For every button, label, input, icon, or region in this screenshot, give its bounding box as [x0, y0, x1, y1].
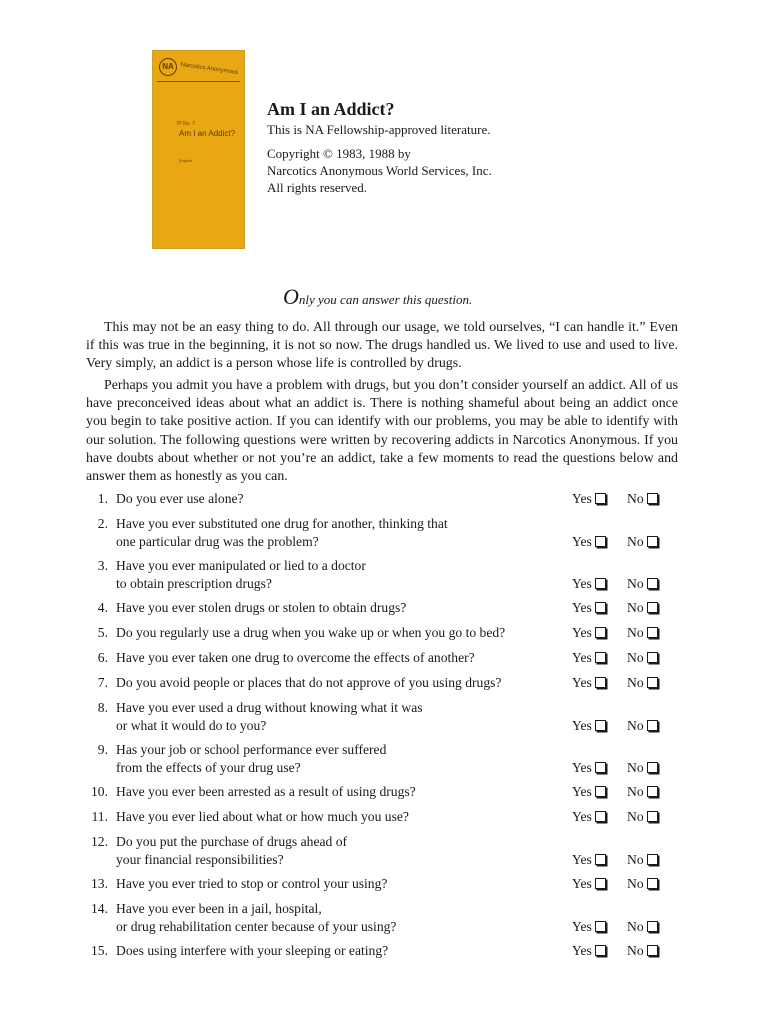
- question-line: Have you ever been in a jail, hospital,: [116, 901, 322, 916]
- question-number: 11.: [91, 809, 108, 824]
- approval-note: This is NA Fellowship-approved literature.: [267, 122, 491, 137]
- question-number: 15.: [91, 943, 108, 958]
- tagline-text: nly you can answer this question.: [298, 292, 473, 307]
- answer-yes-label: Yes: [572, 943, 592, 958]
- answer-no: [627, 533, 658, 551]
- answer-no: [627, 918, 658, 936]
- answer-yes: [572, 599, 606, 617]
- answer-no-label: No: [627, 650, 644, 665]
- answer-yes: [572, 674, 606, 692]
- question-number: 8.: [97, 700, 108, 715]
- no-checkbox[interactable]: [647, 854, 658, 865]
- cover-ip-number: IP No. 7: [177, 121, 195, 127]
- question-line: Have you ever tried to stop or control your using?: [116, 876, 388, 891]
- answer-yes: [572, 490, 606, 508]
- answer-no-label: No: [627, 943, 644, 958]
- question-line: Have you ever manipulated or lied to a doctor: [116, 558, 366, 573]
- cover-language: English: [179, 158, 193, 163]
- answer-no: [627, 875, 658, 893]
- answer-no-label: No: [627, 852, 644, 867]
- answer-no-label: No: [627, 784, 644, 799]
- answer-yes: [572, 918, 606, 936]
- yes-checkbox[interactable]: [595, 921, 606, 932]
- question-line: from the effects of your drug use?: [116, 760, 301, 775]
- question-line: Have you ever used a drug without knowing what it was: [116, 700, 423, 715]
- answer-yes: [572, 575, 606, 593]
- answer-no: [627, 851, 658, 869]
- question-text: [116, 808, 566, 826]
- no-checkbox[interactable]: [647, 627, 658, 638]
- no-checkbox[interactable]: [647, 786, 658, 797]
- answer-yes: [572, 875, 606, 893]
- question-text: [116, 900, 566, 936]
- question-line: one particular drug was the problem?: [116, 534, 319, 549]
- answer-no-label: No: [627, 919, 644, 934]
- answer-yes-label: Yes: [572, 919, 592, 934]
- question-line: Have you ever substituted one drug for another, thinking that: [116, 516, 448, 531]
- no-checkbox[interactable]: [647, 945, 658, 956]
- answer-yes: [572, 759, 606, 777]
- answer-no-label: No: [627, 876, 644, 891]
- cover-header: [157, 55, 240, 82]
- answer-no: [627, 808, 658, 826]
- booklet-cover-image: [152, 50, 245, 249]
- question-text: [116, 649, 566, 667]
- question-number: 12.: [91, 834, 108, 849]
- answer-no: [627, 490, 658, 508]
- answer-yes-label: Yes: [572, 625, 592, 640]
- question-line: to obtain prescription drugs?: [116, 576, 272, 591]
- yes-checkbox[interactable]: [595, 677, 606, 688]
- answer-no-label: No: [627, 491, 644, 506]
- answer-no: [627, 783, 658, 801]
- no-checkbox[interactable]: [647, 602, 658, 613]
- tagline: [283, 284, 472, 310]
- answer-yes-label: Yes: [572, 650, 592, 665]
- rights-reserved: All rights reserved.: [267, 180, 368, 195]
- no-checkbox[interactable]: [647, 762, 658, 773]
- question-number: 9.: [97, 742, 108, 757]
- yes-checkbox[interactable]: [595, 652, 606, 663]
- question-line: Do you ever use alone?: [116, 491, 244, 506]
- question-line: Have you ever stolen drugs or stolen to obtain drugs?: [116, 600, 407, 615]
- answer-yes-label: Yes: [572, 876, 592, 891]
- yes-checkbox[interactable]: [595, 720, 606, 731]
- cover-title: Am I an Addict?: [179, 129, 236, 138]
- question-text: [116, 875, 566, 893]
- answer-yes: [572, 808, 606, 826]
- answer-no-label: No: [627, 760, 644, 775]
- page-title: Am I an Addict?: [267, 99, 395, 119]
- answer-no: [627, 575, 658, 593]
- no-checkbox[interactable]: [647, 878, 658, 889]
- intro-paragraph-2: Perhaps you admit you have a problem with drugs, but you don’t consider yourself an addict. All of us have preconceived ideas about what an addict is. There is nothing shameful about being an addict once you begin to take positive action. If you can identify with our problems, you may be able to identify with our solution. The following questions were written by recovering addicts in Narcotics Anonymous. If you have doubts about whether or not you’re an addict, take a few moments to read the questions below and answer them as honestly as you can.: [86, 378, 678, 485]
- answer-yes: [572, 851, 606, 869]
- copyright-line: Copyright © 1983, 1988 by: [267, 146, 411, 161]
- yes-checkbox[interactable]: [595, 811, 606, 822]
- no-checkbox[interactable]: [647, 811, 658, 822]
- answer-yes: [572, 624, 606, 642]
- answer-no: [627, 649, 658, 667]
- na-logo-icon: NA: [159, 58, 177, 76]
- yes-checkbox[interactable]: [595, 493, 606, 504]
- no-checkbox[interactable]: [647, 921, 658, 932]
- answer-no-label: No: [627, 625, 644, 640]
- question-number: 7.: [97, 675, 108, 690]
- question-text: [116, 490, 566, 508]
- answer-yes-label: Yes: [572, 718, 592, 733]
- yes-checkbox[interactable]: [595, 878, 606, 889]
- answer-yes-label: Yes: [572, 760, 592, 775]
- yes-checkbox[interactable]: [595, 602, 606, 613]
- no-checkbox[interactable]: [647, 677, 658, 688]
- answer-no-label: No: [627, 718, 644, 733]
- yes-checkbox[interactable]: [595, 945, 606, 956]
- answer-no-label: No: [627, 576, 644, 591]
- question-number: 5.: [97, 625, 108, 640]
- yes-checkbox[interactable]: [595, 854, 606, 865]
- question-line: Have you ever been arrested as a result of using drugs?: [116, 784, 416, 799]
- question-number: 1.: [97, 491, 108, 506]
- question-text: [116, 942, 566, 960]
- answer-yes-label: Yes: [572, 534, 592, 549]
- question-number: 13.: [91, 876, 108, 891]
- question-text: [116, 783, 566, 801]
- yes-checkbox[interactable]: [595, 786, 606, 797]
- question-line: Do you avoid people or places that do not approve of you using drugs?: [116, 675, 502, 690]
- answer-no: [627, 759, 658, 777]
- yes-checkbox[interactable]: [595, 762, 606, 773]
- answer-yes: [572, 942, 606, 960]
- question-number: 3.: [97, 558, 108, 573]
- answer-no-label: No: [627, 600, 644, 615]
- no-checkbox[interactable]: [647, 652, 658, 663]
- question-line: Does using interfere with your sleeping or eating?: [116, 943, 389, 958]
- question-line: Has your job or school performance ever suffered: [116, 742, 387, 757]
- question-number: 4.: [97, 600, 108, 615]
- question-text: [116, 674, 566, 692]
- answer-yes: [572, 783, 606, 801]
- question-text: [116, 741, 566, 777]
- answer-no-label: No: [627, 534, 644, 549]
- question-line: or what it would do to you?: [116, 718, 267, 733]
- no-checkbox[interactable]: [647, 578, 658, 589]
- answer-no-label: No: [627, 675, 644, 690]
- answer-yes-label: Yes: [572, 852, 592, 867]
- answer-yes-label: Yes: [572, 491, 592, 506]
- answer-no: [627, 717, 658, 735]
- question-line: Have you ever taken one drug to overcome the effects of another?: [116, 650, 475, 665]
- answer-yes-label: Yes: [572, 576, 592, 591]
- question-number: 14.: [91, 901, 108, 916]
- yes-checkbox[interactable]: [595, 627, 606, 638]
- question-text: [116, 599, 566, 617]
- answer-yes: [572, 533, 606, 551]
- question-text: [116, 624, 566, 642]
- question-text: [116, 833, 566, 869]
- yes-checkbox[interactable]: [595, 536, 606, 547]
- cover-org-name: Narcotics Anonymous: [180, 62, 239, 77]
- answer-no: [627, 674, 658, 692]
- question-text: [116, 515, 566, 551]
- tagline-initial: O: [283, 284, 299, 309]
- answer-yes-label: Yes: [572, 600, 592, 615]
- answer-no: [627, 942, 658, 960]
- copyright-holder: Narcotics Anonymous World Services, Inc.: [267, 163, 492, 178]
- no-checkbox[interactable]: [647, 720, 658, 731]
- question-line: Have you ever lied about what or how much you use?: [116, 809, 409, 824]
- answer-no: [627, 624, 658, 642]
- question-line: Do you regularly use a drug when you wake up or when you go to bed?: [116, 625, 506, 640]
- question-line: your financial responsibilities?: [116, 852, 284, 867]
- answer-no: [627, 599, 658, 617]
- question-text: [116, 557, 566, 593]
- no-checkbox[interactable]: [647, 536, 658, 547]
- answer-yes-label: Yes: [572, 784, 592, 799]
- no-checkbox[interactable]: [647, 493, 658, 504]
- intro-paragraph-1: This may not be an easy thing to do. All through our usage, we told ourselves, “I can handle it.” Even if this was true in the beginning, it is not so now. The drugs handled us. We lived to use and used to live. Very simply, an addict is a person whose life is controlled by drugs.: [86, 320, 678, 372]
- question-number: 10.: [91, 784, 108, 799]
- question-line: or drug rehabilitation center because of your using?: [116, 919, 397, 934]
- question-line: Do you put the purchase of drugs ahead of: [116, 834, 348, 849]
- answer-yes: [572, 717, 606, 735]
- answer-yes-label: Yes: [572, 675, 592, 690]
- question-number: 6.: [97, 650, 108, 665]
- answer-yes: [572, 649, 606, 667]
- question-number: 2.: [97, 516, 108, 531]
- answer-yes-label: Yes: [572, 809, 592, 824]
- question-text: [116, 699, 566, 735]
- answer-no-label: No: [627, 809, 644, 824]
- yes-checkbox[interactable]: [595, 578, 606, 589]
